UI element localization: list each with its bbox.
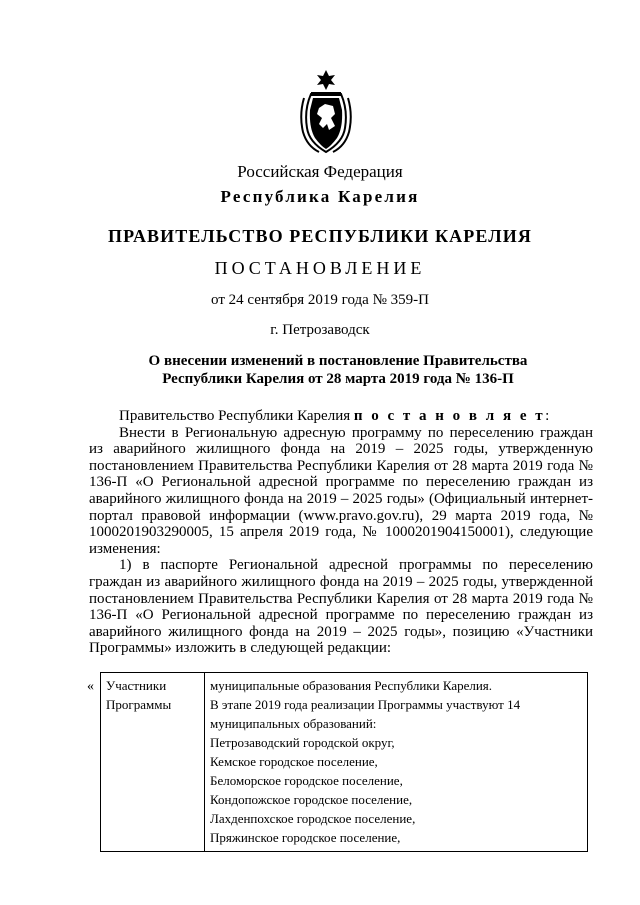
- resolution-intro: Правительство Республики Карелия: [119, 408, 354, 424]
- document-body: [89, 408, 593, 657]
- participant-line: Пряжинское городское поселение,: [210, 830, 401, 845]
- participant-line: Петрозаводский городской округ,: [210, 735, 395, 750]
- resolves-word: п о с т а н о в л я е т: [353, 408, 546, 424]
- document-type: ПОСТАНОВЛЕНИЕ: [214, 258, 426, 278]
- participant-line: муниципальных образований:: [210, 716, 377, 731]
- resolution-colon: :: [545, 408, 550, 424]
- table-row: [101, 673, 588, 852]
- federation-line: Российская Федерация: [237, 162, 403, 181]
- karelia-coat-of-arms-icon: [299, 70, 353, 154]
- body-paragraph: 1) в паспорте Региональной адресной программы по переселению граждан из аварийного жилищного фонда на 2019 – 2025 годы, утвержденной постановлением Правительства Республики Карелия от 28 марта 2019 года № 136-П «О Региональной адресной программе по переселению граждан из аварийного жилищного фонда на 2019 – 2025 годы», позицию «Участники Программы» изложить в следующей редакции:: [89, 557, 593, 657]
- subject-line: Республики Карелия от 28 марта 2019 года № 136-П: [162, 371, 514, 387]
- date-number: от 24 сентября 2019 года № 359-П: [211, 292, 429, 308]
- opening-quote: «: [87, 679, 94, 694]
- document-subject: [18, 352, 640, 388]
- participant-line: Кондопожское городское поселение,: [210, 792, 413, 807]
- label-line: Участники: [106, 678, 167, 693]
- participant-line: муниципальные образования Республики Карелия.: [210, 678, 493, 693]
- government-title: ПРАВИТЕЛЬСТВО РЕСПУБЛИКИ КАРЕЛИЯ: [108, 226, 532, 246]
- value-cell: [205, 673, 588, 852]
- republic-line: Республика Карелия: [220, 187, 420, 206]
- participant-line: Беломорское городское поселение,: [210, 773, 403, 788]
- participants-table: [100, 672, 588, 852]
- subject-line: О внесении изменений в постановление Правительства: [148, 353, 528, 369]
- label-line: Программы: [106, 697, 172, 712]
- body-paragraph: Внести в Региональную адресную программу по переселению граждан из аварийного жилищного фонда на 2019 – 2025 годы, утвержденную постановлением Правительства Республики Карелия от 28 марта 2019 года № 136-П «О Региональной адресной программе по переселению граждан из аварийного жилищного фонда на 2019 – 2025 годы» (Официальный интернет-портал правовой информации (www.pravo.gov.ru), 29 марта 2019 года, № 1000201903290005, 15 апреля 2019 года, № 1000201904150001), следующие изменения:: [89, 424, 593, 557]
- participant-line: Лахденпохское городское поселение,: [210, 811, 416, 826]
- participant-line: В этапе 2019 года реализации Программы участвуют 14: [210, 697, 521, 712]
- label-cell: [101, 673, 205, 852]
- participant-line: Кемское городское поселение,: [210, 754, 378, 769]
- resolution-paragraph: [89, 408, 593, 425]
- city-line: г. Петрозаводск: [270, 322, 370, 338]
